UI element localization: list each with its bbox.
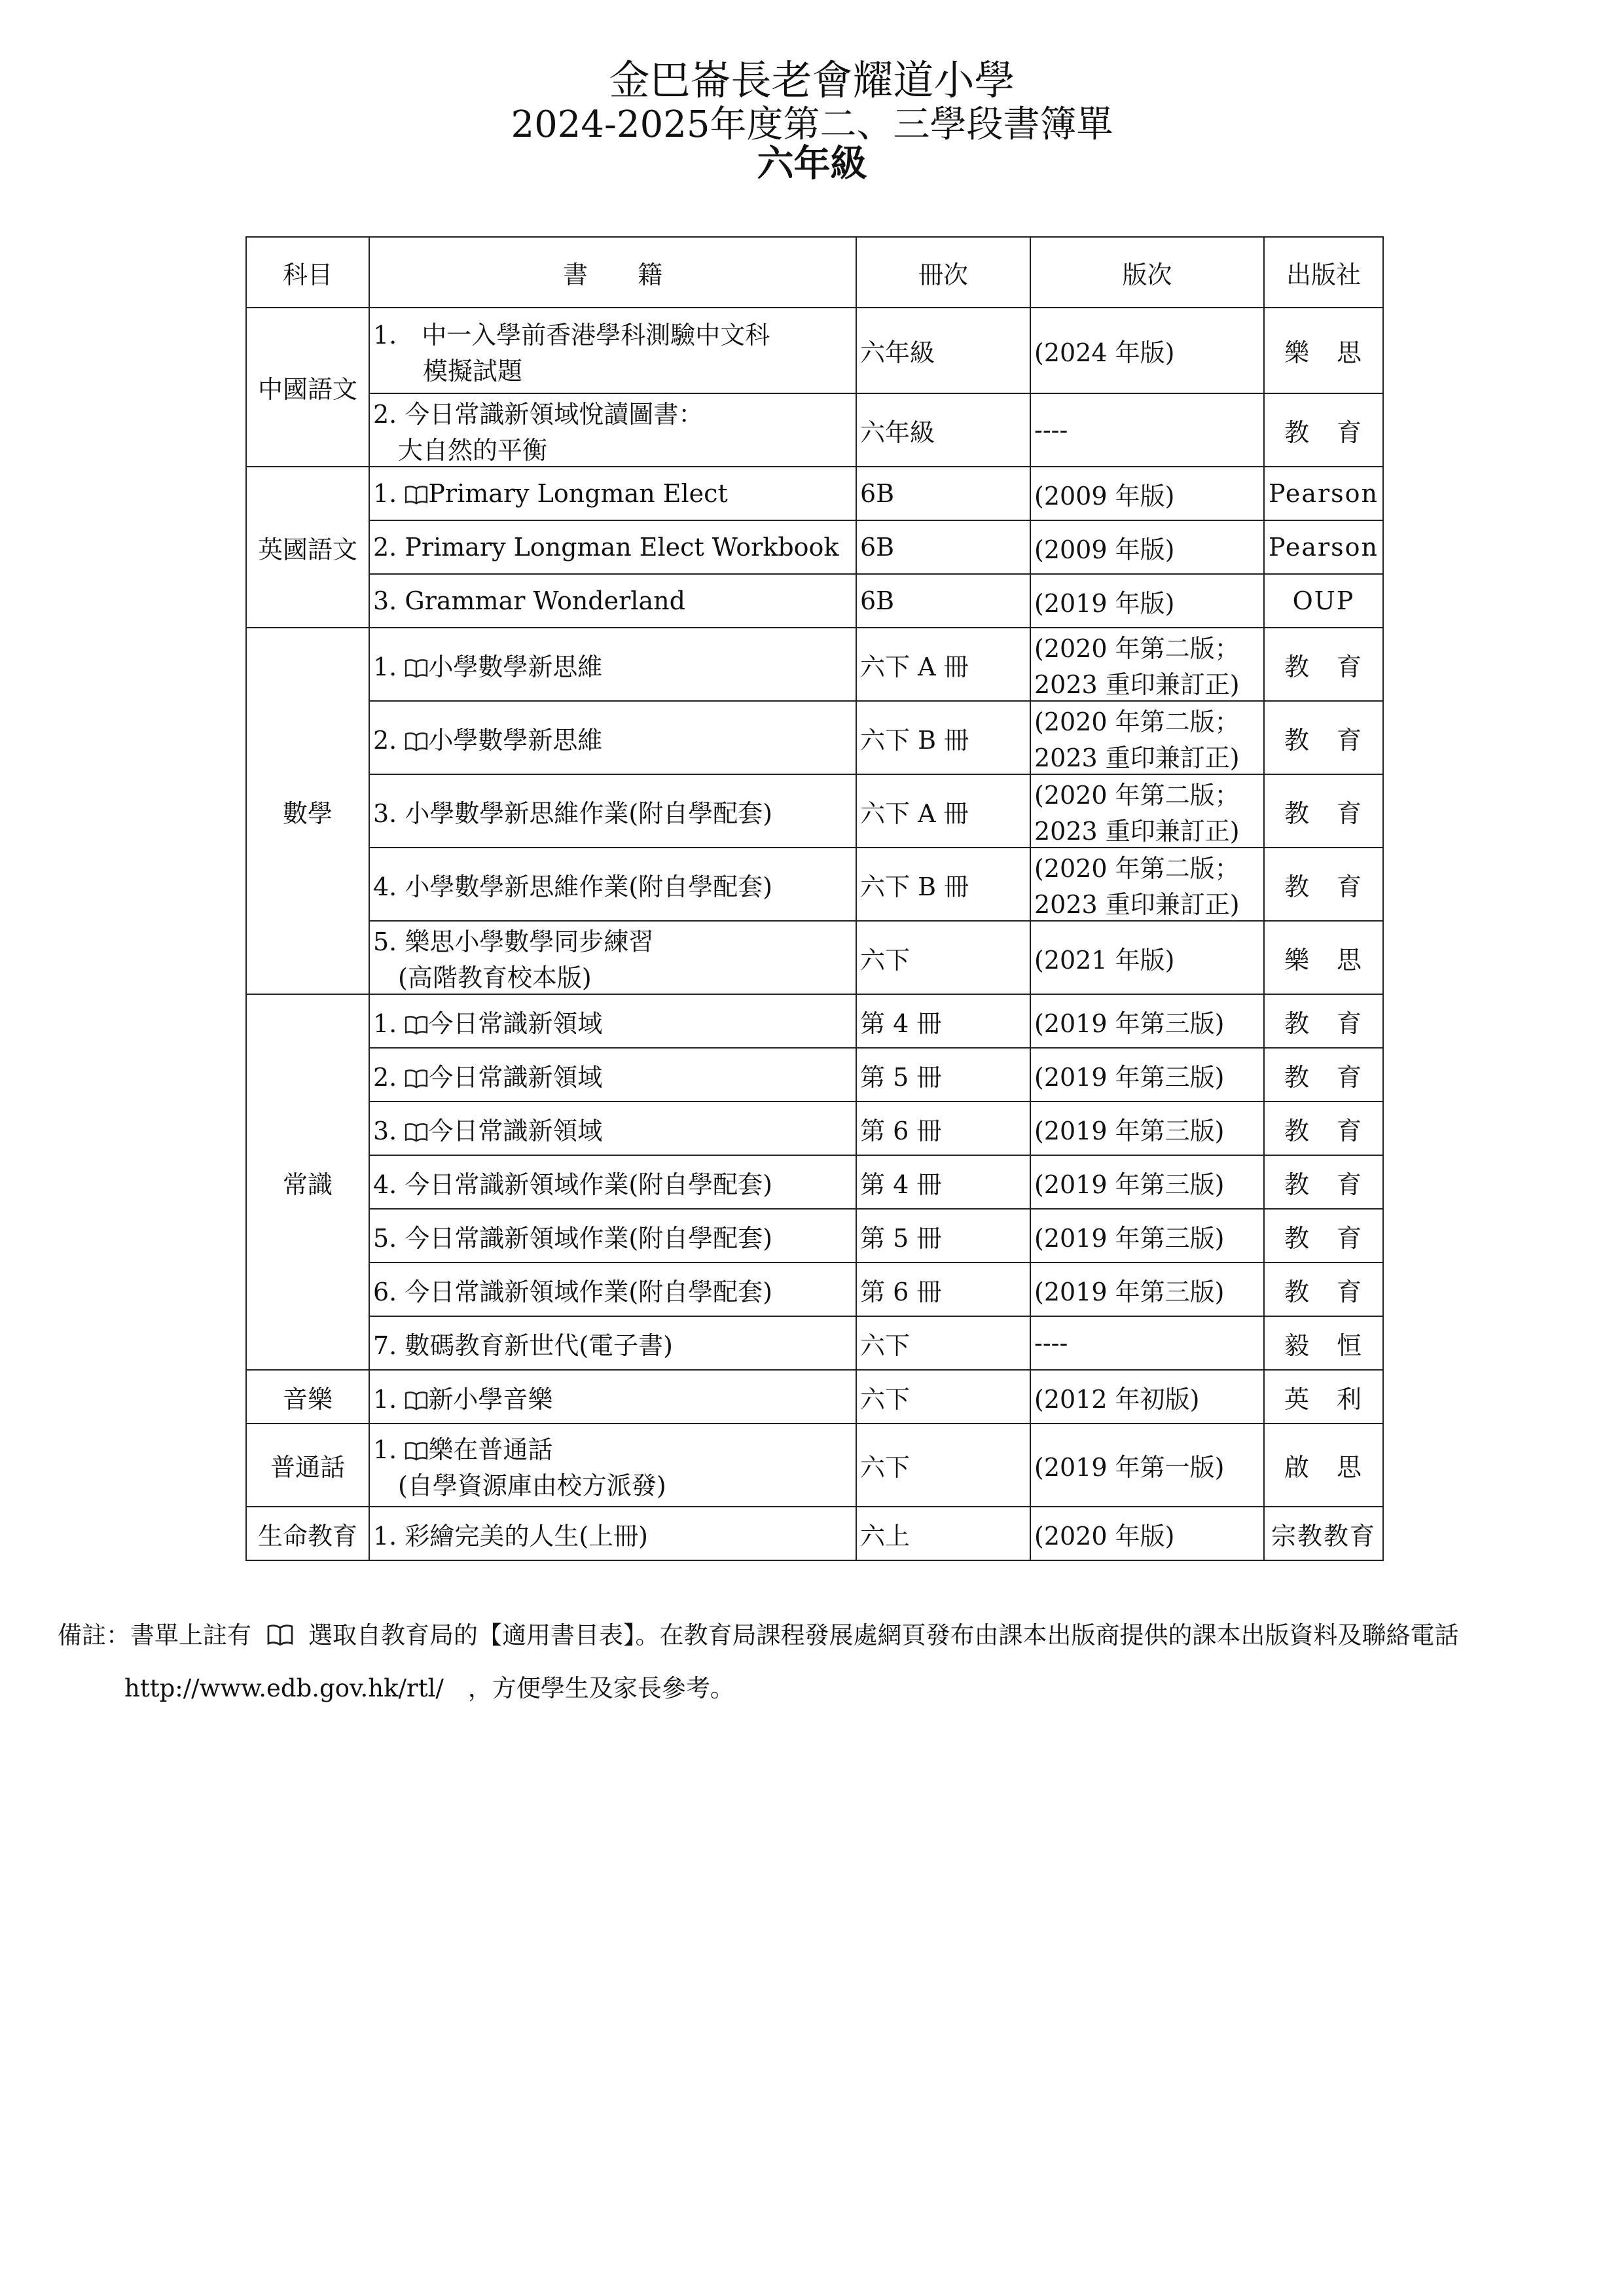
table-row <box>246 994 1383 1048</box>
open-book-icon <box>405 1063 428 1092</box>
column-header-volume: 冊次 <box>856 237 1030 308</box>
text-line: 2. 今日常識新領域悅讀圖書： <box>373 400 704 429</box>
edition-cell <box>1030 1507 1264 1560</box>
text-line: (2019 年第三版) <box>1034 1116 1225 1145</box>
table-row <box>246 393 1383 467</box>
volume-cell: 六下 B 冊 <box>856 701 1030 774</box>
table-header-row <box>246 237 1383 308</box>
volume-cell: 第 5 冊 <box>856 1048 1030 1102</box>
table-row <box>246 574 1383 628</box>
text-line: 3. Grammar Wonderland <box>373 586 685 615</box>
subject-cell: 生命教育 <box>246 1507 369 1560</box>
text-line: (2019 年第一版) <box>1034 1453 1225 1482</box>
volume-cell: 第 6 冊 <box>856 1102 1030 1155</box>
volume-cell: 六下 A 冊 <box>856 628 1030 701</box>
publisher-cell: 樂 思 <box>1264 308 1383 393</box>
open-book-icon <box>405 479 428 508</box>
text-line: Primary Longman Elect <box>428 479 728 508</box>
edition-cell <box>1030 1102 1264 1155</box>
open-book-icon <box>405 1009 428 1038</box>
publisher-cell: 毅 恒 <box>1264 1316 1383 1370</box>
text-line: ---- <box>1034 1329 1068 1357</box>
item-number: 1. <box>373 1435 405 1464</box>
item-number: 1. <box>373 652 405 681</box>
edition-cell <box>1030 774 1264 848</box>
book-title-cell <box>369 467 856 520</box>
publisher-cell: 教 育 <box>1264 1155 1383 1209</box>
volume-cell: 六上 <box>856 1507 1030 1560</box>
table-row <box>246 1102 1383 1155</box>
table-row <box>246 520 1383 574</box>
publisher-cell: OUP <box>1264 574 1383 628</box>
table-row <box>246 1263 1383 1316</box>
footnote-line-2: http://www.edb.gov.hk/rtl/ ，方便學生及家長參考。 <box>124 1674 734 1702</box>
edition-cell <box>1030 1316 1264 1370</box>
book-title-cell <box>369 1263 856 1316</box>
book-title-cell <box>369 308 856 393</box>
text-line: 模擬試題 <box>373 356 523 386</box>
text-line: 1. 中一入學前香港學科測驗中文科 <box>373 320 770 350</box>
publisher-cell: 啟 思 <box>1264 1424 1383 1507</box>
edition-cell <box>1030 308 1264 393</box>
footnote-suffix: 選取自教育局的【適用書目表】。在教育局課程發展處網頁發布由課本出版商提供的課本出版資料及聯絡電話 <box>308 1621 1459 1649</box>
edition-cell <box>1030 1424 1264 1507</box>
book-title-cell <box>369 1102 856 1155</box>
text-line: 2. Primary Longman Elect Workbook <box>373 533 839 562</box>
volume-cell: 第 4 冊 <box>856 1155 1030 1209</box>
edition-cell <box>1030 848 1264 921</box>
text-line: 新小學音樂 <box>428 1384 553 1414</box>
grade-title: 六年級 <box>757 142 867 185</box>
publisher-cell: 教 育 <box>1264 628 1383 701</box>
book-title-cell <box>369 774 856 848</box>
text-line: (2021 年版) <box>1034 945 1175 975</box>
book-title-cell <box>369 1048 856 1102</box>
table-row <box>246 774 1383 848</box>
publisher-cell: 教 育 <box>1264 1048 1383 1102</box>
text-line: 4. 小學數學新思維作業(附自學配套) <box>373 872 772 901</box>
text-line: 6. 今日常識新領域作業(附自學配套) <box>373 1277 772 1306</box>
text-line: 2023 重印兼訂正) <box>1034 890 1240 919</box>
publisher-cell: 教 育 <box>1264 1209 1383 1263</box>
volume-cell: 第 5 冊 <box>856 1209 1030 1263</box>
table-row <box>246 628 1383 701</box>
edition-cell <box>1030 393 1264 467</box>
book-title-cell <box>369 994 856 1048</box>
text-line: (2019 年第三版) <box>1034 1170 1225 1199</box>
book-title-cell <box>369 1424 856 1507</box>
edition-cell <box>1030 1209 1264 1263</box>
text-line: (2020 年第二版； <box>1034 781 1240 810</box>
table-row <box>246 1316 1383 1370</box>
subject-cell: 普通話 <box>246 1424 369 1507</box>
text-line: (2019 年第三版) <box>1034 1223 1225 1253</box>
publisher-cell: 英 利 <box>1264 1370 1383 1424</box>
text-line: 小學數學新思維 <box>428 652 603 681</box>
text-line: 今日常識新領域 <box>428 1116 603 1145</box>
column-header-subject: 科目 <box>246 237 369 308</box>
book-title-cell <box>369 393 856 467</box>
table-row <box>246 467 1383 520</box>
book-title-cell <box>369 848 856 921</box>
footnote-line-1 <box>58 1615 1459 1651</box>
edition-cell <box>1030 628 1264 701</box>
publisher-cell: 樂 思 <box>1264 921 1383 994</box>
open-book-icon <box>405 1385 428 1414</box>
text-line: (2020 年版) <box>1034 1521 1175 1551</box>
text-line: (2012 年初版) <box>1034 1384 1200 1414</box>
edition-cell <box>1030 1155 1264 1209</box>
text-line: 7. 數碼教育新世代(電子書) <box>373 1331 673 1360</box>
text-line: (2024 年版) <box>1034 338 1175 367</box>
table-row <box>246 1424 1383 1507</box>
book-title-cell <box>369 1209 856 1263</box>
edition-cell <box>1030 1263 1264 1316</box>
volume-cell: 6B <box>856 574 1030 628</box>
table-row <box>246 921 1383 994</box>
publisher-cell: 教 育 <box>1264 994 1383 1048</box>
edition-cell <box>1030 921 1264 994</box>
text-line: (2009 年版) <box>1034 481 1175 511</box>
subject-cell: 數學 <box>246 628 369 994</box>
text-line: ---- <box>1034 416 1068 444</box>
publisher-cell: Pearson <box>1264 467 1383 520</box>
volume-cell: 六下 A 冊 <box>856 774 1030 848</box>
text-line: (2020 年第二版； <box>1034 708 1240 736</box>
item-number: 3. <box>373 1116 405 1145</box>
book-title-cell <box>369 574 856 628</box>
volume-cell: 六下 <box>856 1316 1030 1370</box>
item-number: 2. <box>373 1062 405 1092</box>
edition-cell <box>1030 467 1264 520</box>
volume-cell: 六下 B 冊 <box>856 848 1030 921</box>
column-header-book: 書 籍 <box>369 237 856 308</box>
text-line: 2023 重印兼訂正) <box>1034 670 1240 699</box>
text-line: 2023 重印兼訂正) <box>1034 817 1240 846</box>
publisher-cell: Pearson <box>1264 520 1383 574</box>
book-title-cell <box>369 1155 856 1209</box>
volume-cell: 六下 <box>856 1370 1030 1424</box>
subject-cell: 音樂 <box>246 1370 369 1424</box>
text-line: (自學資源庫由校方派發) <box>373 1471 666 1500</box>
text-line: (2009 年版) <box>1034 535 1175 564</box>
text-line: 1. 彩繪完美的人生(上冊) <box>373 1521 648 1551</box>
publisher-cell: 教 育 <box>1264 1263 1383 1316</box>
text-line: 4. 今日常識新領域作業(附自學配套) <box>373 1170 772 1199</box>
volume-cell: 六年級 <box>856 393 1030 467</box>
edition-cell <box>1030 701 1264 774</box>
volume-cell: 第 4 冊 <box>856 994 1030 1048</box>
subject-cell: 常識 <box>246 994 369 1370</box>
table-row <box>246 308 1383 393</box>
edition-cell <box>1030 1370 1264 1424</box>
volume-cell: 第 6 冊 <box>856 1263 1030 1316</box>
book-title-cell <box>369 701 856 774</box>
item-number: 1. <box>373 1384 405 1414</box>
booklist-subtitle: 2024-2025年度第二、三學段書簿單 <box>511 103 1113 146</box>
open-book-icon <box>405 1435 428 1464</box>
text-line: 2023 重印兼訂正) <box>1034 744 1240 772</box>
text-line: (2019 年版) <box>1034 588 1175 618</box>
book-title-cell <box>369 628 856 701</box>
text-line: 小學數學新思維 <box>428 725 603 755</box>
table-row <box>246 1209 1383 1263</box>
text-line: (2019 年第三版) <box>1034 1277 1225 1306</box>
footnote-prefix: 備註：書單上註有 <box>58 1621 251 1649</box>
publisher-cell: 宗教教育 <box>1264 1507 1383 1560</box>
school-name: 金巴崙長老會耀道小學 <box>609 56 1015 104</box>
booklist-table <box>245 236 1384 1561</box>
text-line: 大自然的平衡 <box>373 436 548 465</box>
table-row <box>246 848 1383 921</box>
text-line: 5. 樂思小學數學同步練習 <box>373 927 654 956</box>
open-book-icon <box>405 1117 428 1145</box>
book-title-cell <box>369 1370 856 1424</box>
book-title-cell <box>369 1316 856 1370</box>
publisher-cell: 教 育 <box>1264 848 1383 921</box>
publisher-cell: 教 育 <box>1264 393 1383 467</box>
book-title-cell <box>369 921 856 994</box>
open-book-icon <box>267 1621 293 1649</box>
booklist-body <box>246 308 1383 1560</box>
edition-cell <box>1030 994 1264 1048</box>
table-row <box>246 1155 1383 1209</box>
item-number: 2. <box>373 725 405 755</box>
volume-cell: 六下 <box>856 1424 1030 1507</box>
item-number: 1. <box>373 1009 405 1038</box>
publisher-cell: 教 育 <box>1264 1102 1383 1155</box>
text-line: (2019 年第三版) <box>1034 1009 1225 1038</box>
edition-cell <box>1030 520 1264 574</box>
open-book-icon <box>405 726 428 755</box>
text-line: 今日常識新領域 <box>428 1009 603 1038</box>
edition-cell <box>1030 574 1264 628</box>
table-row <box>246 701 1383 774</box>
text-line: 樂在普通話 <box>428 1435 553 1464</box>
publisher-cell: 教 育 <box>1264 701 1383 774</box>
volume-cell: 6B <box>856 520 1030 574</box>
text-line: (2020 年第二版； <box>1034 854 1240 883</box>
text-line: 5. 今日常識新領域作業(附自學配套) <box>373 1223 772 1253</box>
text-line: 今日常識新領域 <box>428 1062 603 1092</box>
table-row <box>246 1507 1383 1560</box>
volume-cell: 6B <box>856 467 1030 520</box>
subject-cell: 英國語文 <box>246 467 369 628</box>
text-line: (高階教育校本版) <box>373 963 592 992</box>
book-title-cell <box>369 1507 856 1560</box>
item-number: 1. <box>373 479 405 508</box>
open-book-icon <box>405 653 428 681</box>
text-line: (2020 年第二版； <box>1034 634 1240 663</box>
book-title-cell <box>369 520 856 574</box>
volume-cell: 六下 <box>856 921 1030 994</box>
subject-cell: 中國語文 <box>246 308 369 467</box>
publisher-cell: 教 育 <box>1264 774 1383 848</box>
table-row <box>246 1370 1383 1424</box>
column-header-publisher: 出版社 <box>1264 237 1383 308</box>
text-line: 3. 小學數學新思維作業(附自學配套) <box>373 798 772 828</box>
text-line: (2019 年第三版) <box>1034 1062 1225 1092</box>
column-header-edition: 版次 <box>1030 237 1264 308</box>
edition-cell <box>1030 1048 1264 1102</box>
table-row <box>246 1048 1383 1102</box>
volume-cell: 六年級 <box>856 308 1030 393</box>
